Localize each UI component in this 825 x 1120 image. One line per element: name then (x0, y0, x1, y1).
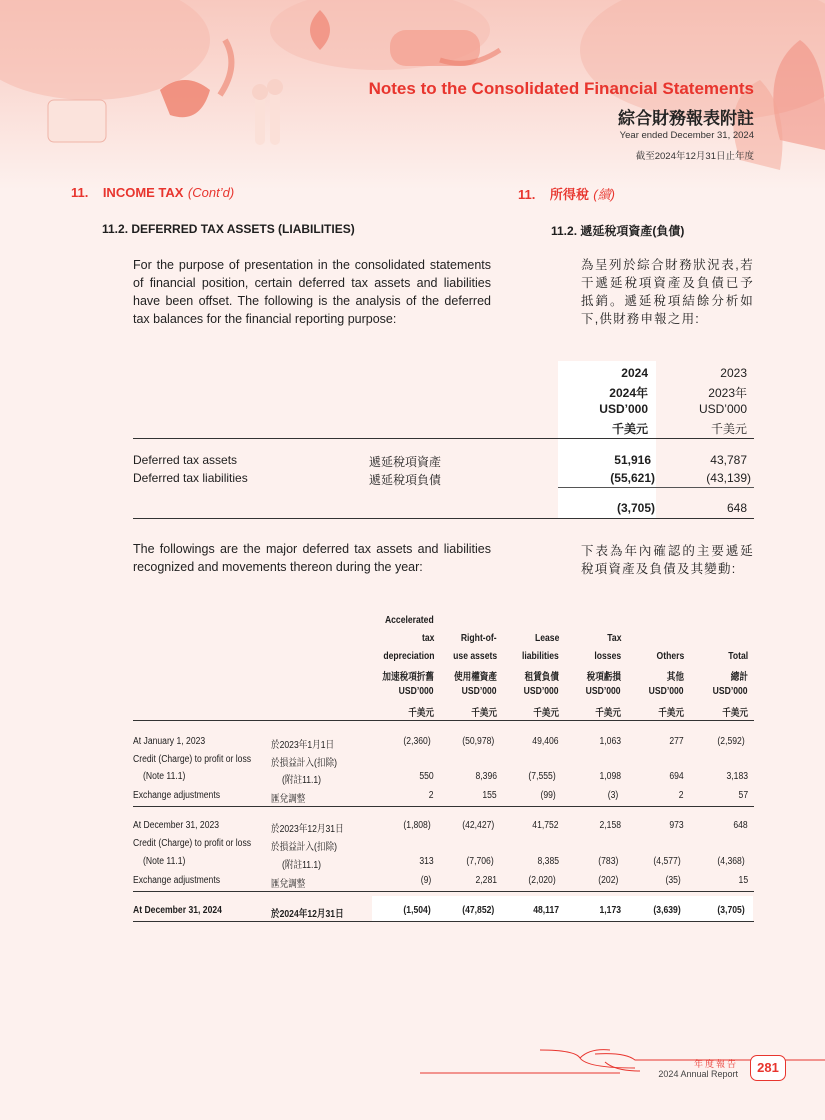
t2-header-0-l2: tax (421, 633, 434, 644)
t2-block2-note-label-cn: (附註11.1) (282, 860, 322, 871)
t2-header-5-cn: 總計 (730, 672, 748, 683)
t2-block2-credit-charge-label-cn: 於損益計入(扣除) (271, 842, 337, 853)
t2-block2-opening-value: (1,808) (403, 820, 431, 831)
t2-block2-opening-value: 2,158 (599, 820, 621, 831)
t2-block1-note-value: 8,396 (475, 771, 497, 782)
t2-block1-exchange-value: 2 (429, 790, 434, 801)
t2-block1-exchange-value: 2 (679, 790, 684, 801)
t2-block1-exchange-value: (3) (607, 790, 618, 801)
t2-block2-exchange-value: (202) (597, 875, 618, 886)
t2-header-3-l2: Tax (606, 633, 621, 644)
t2-block2-opening-label: At December 31, 2023 (133, 820, 220, 831)
t2-block2-exchange-value: (9) (420, 875, 431, 886)
t1-row-assets-2024: 51,916 (614, 453, 651, 467)
t1-header-rule (133, 438, 754, 439)
t2-header-3-unit_cn: 千美元 (595, 708, 621, 719)
t2-header-1-l2: Right-of- (461, 633, 497, 644)
t2-final-label: At December 31, 2024 (133, 905, 222, 916)
t2-block1-opening-value: 277 (669, 736, 684, 747)
t2-block2-exchange-value: 15 (738, 875, 748, 886)
t2-header-3-l3: losses (594, 651, 621, 662)
t1-col-2024-unit-cn: 千美元 (611, 422, 648, 436)
t2-block1-exchange-label-cn: 匯兌調整 (271, 794, 306, 805)
t2-block1-exchange-label: Exchange adjustments (133, 790, 221, 801)
t2-header-2-unit_cn: 千美元 (533, 708, 559, 719)
t2-block2-note-value: (7,706) (466, 856, 494, 867)
paragraph-presentation: For the purpose of presentation in the consolidated statements of financial position, certain deferred tax assets and liabilities have been offset. The following is the analysis of the deferred tax balances for the financial reporting purpose: (133, 258, 491, 326)
t1-row-assets-label-cn: 遞延稅項資產 (369, 455, 442, 469)
t1-row-liabilities-label-cn: 遞延稅項負債 (369, 473, 442, 487)
t2-final-value: (47,852) (461, 905, 494, 916)
subsection-heading (102, 222, 355, 236)
t2-header-4-unit: USD’000 (649, 686, 684, 697)
t2-block1-opening-value: (50,978) (461, 736, 494, 747)
section-title-cn: 所得稅 (549, 187, 589, 202)
t2-header-2-l3: liabilities (522, 651, 559, 662)
t2-block1-opening-value: 49,406 (532, 736, 559, 747)
t2-header-4-l3: Others (656, 651, 684, 662)
section-title: INCOME TAX (102, 185, 184, 200)
subsection-number-cn: 11.2. (551, 224, 578, 238)
section-cont: (Cont’d) (187, 185, 235, 200)
t1-col-2023-year: 2023 (720, 366, 747, 380)
t2-header-1-unit: USD’000 (462, 686, 497, 697)
subsection-number: 11.2. (102, 222, 129, 236)
t2-header-2-l2: Lease (534, 633, 559, 644)
t2-block2-note-value: 313 (419, 856, 434, 867)
t2-header-3-cn: 稅項虧損 (586, 672, 621, 683)
t2-header-1-unit_cn: 千美元 (471, 708, 497, 719)
footer-annual-report-cn: 年度報告 (693, 1059, 738, 1069)
t2-block1-note-value: 1,098 (599, 771, 621, 782)
t1-row-liabilities-2024: (55,621) (610, 471, 655, 485)
t2-block2-note-value: (4,577) (653, 856, 681, 867)
t2-final-value: 48,117 (533, 905, 559, 916)
t2-header-2-cn: 租賃負債 (524, 672, 559, 683)
t2-final-value: (1,504) (403, 905, 431, 916)
t2-block2-exchange-value: (35) (665, 875, 681, 886)
t1-total-2023: 648 (726, 501, 747, 515)
section-number-cn: 11. (518, 187, 536, 202)
t2-final-value: (3,639) (653, 905, 681, 916)
t2-block1-credit-charge-label-cn: 於損益計入(扣除) (271, 758, 337, 769)
page-header-year-cn: 截至2024年12月31日止年度 (635, 151, 754, 162)
section-heading (71, 184, 234, 202)
t2-final-label-cn: 於2024年12月31日 (271, 909, 344, 920)
t2-block1-note-value: 694 (669, 771, 684, 782)
t1-row-assets-2023: 43,787 (710, 453, 747, 467)
t1-col-2024-unit: USD’000 (599, 402, 648, 416)
t2-block1-note-value: 550 (419, 771, 434, 782)
subsection-heading-cn (551, 222, 684, 239)
t2-header-rule (133, 720, 754, 721)
t2-block1-opening-value: 1,063 (599, 736, 621, 747)
page-header-year: Year ended December 31, 2024 (619, 130, 754, 141)
t2-header-1-l3: use assets (453, 651, 497, 662)
t1-total-2024: (3,705) (616, 501, 655, 515)
t2-block2-opening-value: (42,427) (461, 820, 494, 831)
subsection-title: DEFERRED TAX ASSETS (LIABILITIES) (131, 222, 355, 236)
t2-final-value: 1,173 (599, 905, 621, 916)
t1-row-liabilities-2023: (43,139) (706, 471, 751, 485)
section-heading-cn (518, 184, 615, 204)
page-header-title-cn: 綜合財務報表附註 (618, 109, 754, 128)
paragraph-presentation-cn: 為呈列於綜合財務狀況表,若干遞延稅項資產及負債已予抵銷。遞延稅項結餘分析如下,供財務申報之用: (581, 258, 754, 326)
t2-block2-exchange-value: 2,281 (475, 875, 497, 886)
t2-block2-note-value: 8,385 (537, 856, 559, 867)
t2-header-2-unit: USD’000 (524, 686, 559, 697)
page-header-title: Notes to the Consolidated Financial Statements (368, 79, 754, 98)
t2-block1-opening-value: (2,360) (403, 736, 431, 747)
t2-block1-note-label-cn: (附註11.1) (282, 775, 322, 786)
t2-header-0-l1: Accelerated (385, 615, 434, 626)
section-number: 11. (71, 185, 89, 200)
t2-block2-rule (133, 891, 754, 892)
t2-block2-opening-value: 648 (733, 820, 748, 831)
t1-total-rule (133, 518, 754, 519)
t1-col-2024-year-cn: 2024年 (609, 386, 648, 400)
t2-block1-opening-label: At January 1, 2023 (133, 736, 206, 747)
t2-block2-credit-charge-label: Credit (Charge) to profit or loss (133, 838, 252, 849)
t2-header-5-l3: Total (728, 651, 748, 662)
t1-row-liabilities-label: Deferred tax liabilities (133, 471, 248, 485)
page-number: 281 (750, 1055, 786, 1081)
t1-row-assets-label: Deferred tax assets (133, 453, 238, 467)
t2-block2-opening-label-cn: 於2023年12月31日 (271, 824, 344, 835)
t1-col-2024-year: 2024 (621, 366, 648, 380)
t2-header-0-cn: 加速稅項折舊 (382, 672, 434, 683)
t1-col-2023-unit: USD’000 (698, 402, 747, 416)
t2-header-0-l3: depreciation (382, 651, 434, 662)
t2-block1-note-value: 3,183 (726, 771, 748, 782)
t2-block1-opening-value: (2,592) (717, 736, 745, 747)
footer-annual-report: 2024 Annual Report (658, 1069, 738, 1079)
t2-block2-note-label: (Note 11.1) (143, 856, 186, 867)
t2-block1-exchange-value: (99) (540, 790, 556, 801)
t2-block2-exchange-label-cn: 匯兌調整 (271, 879, 306, 890)
t2-block1-note-value: (7,555) (528, 771, 556, 782)
t1-col-2023-year-cn: 2023年 (708, 386, 747, 400)
section-cont-cn: (續) (593, 187, 615, 202)
t1-col-2023-unit-cn: 千美元 (710, 422, 747, 436)
t2-block2-opening-value: 973 (669, 820, 684, 831)
t2-block1-exchange-value: 57 (738, 790, 748, 801)
t2-header-5-unit_cn: 千美元 (722, 708, 748, 719)
t2-header-3-unit: USD’000 (586, 686, 621, 697)
t2-block1-exchange-value: 155 (482, 790, 497, 801)
t2-block1-credit-charge-label: Credit (Charge) to profit or loss (133, 754, 252, 765)
t2-block1-opening-label-cn: 於2023年1月1日 (271, 740, 335, 751)
t2-header-4-unit_cn: 千美元 (658, 708, 684, 719)
t2-block2-exchange-label: Exchange adjustments (133, 875, 221, 886)
t2-header-0-unit: USD’000 (399, 686, 434, 697)
t2-block2-opening-value: 41,752 (532, 820, 559, 831)
t2-block2-note-value: (4,368) (717, 856, 745, 867)
t2-header-1-cn: 使用權資產 (454, 672, 497, 683)
t2-block2-exchange-value: (2,020) (528, 875, 556, 886)
t2-block2-note-value: (783) (597, 856, 618, 867)
t2-header-5-unit: USD’000 (713, 686, 748, 697)
t2-block1-note-label: (Note 11.1) (143, 771, 186, 782)
t2-block1-rule (133, 806, 754, 807)
subsection-title-cn: 遞延稅項資產(負債) (580, 224, 685, 238)
t2-header-0-unit_cn: 千美元 (408, 708, 434, 719)
t2-header-4-cn: 其他 (666, 672, 684, 683)
t1-subtotal-rule (558, 487, 754, 488)
paragraph-movements-cn: 下表為年內確認的主要遞延稅項資產及負債及其變動: (581, 544, 754, 576)
paragraph-movements: The followings are the major deferred tax assets and liabilities recognized and movements thereon during the year: (133, 542, 491, 574)
t2-final-rule (133, 921, 754, 922)
t2-final-value: (3,705) (717, 905, 745, 916)
